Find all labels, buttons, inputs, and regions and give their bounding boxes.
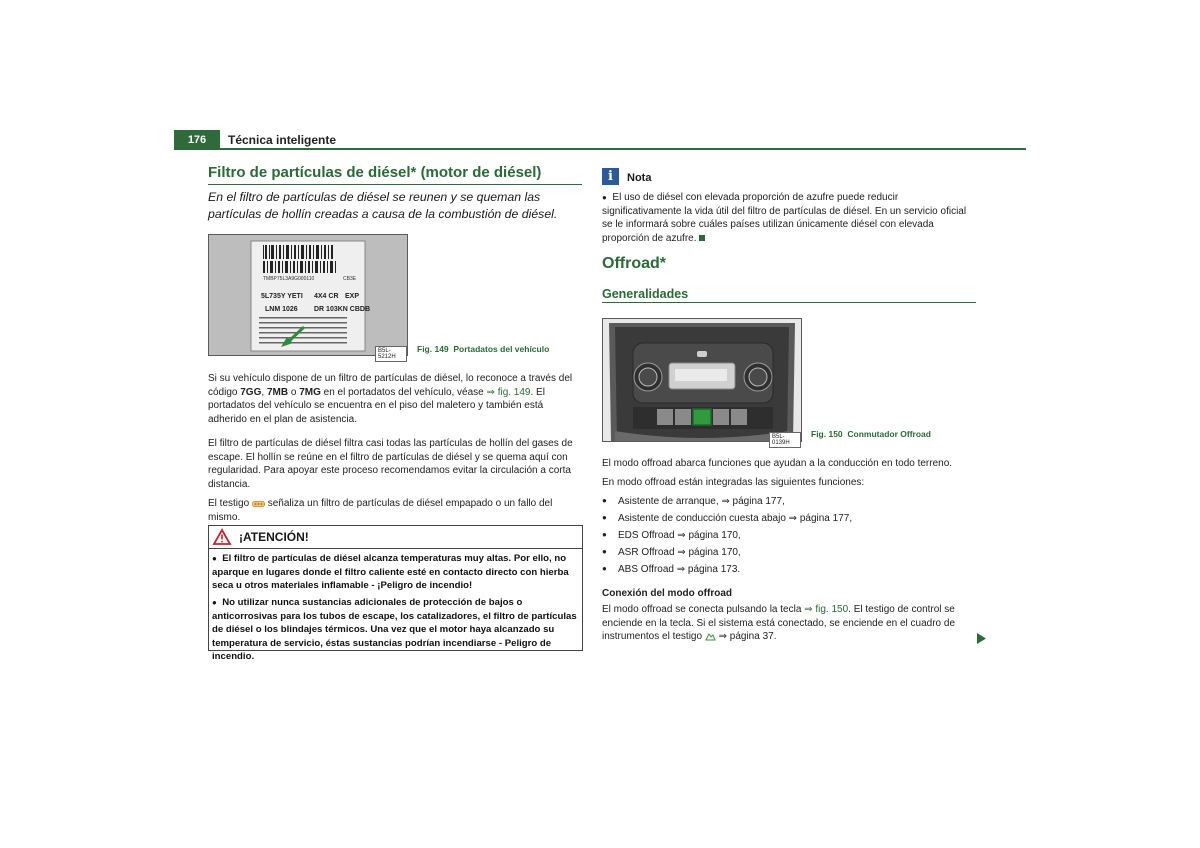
section-rule bbox=[208, 184, 582, 185]
para3r-text-c: ⇒ página 37. bbox=[715, 631, 777, 643]
label-dr: DR 103KN CBDB bbox=[314, 306, 371, 313]
note-title: Nota bbox=[627, 172, 652, 184]
subsection-rule bbox=[602, 302, 976, 303]
figure-150-label: Fig. 150 bbox=[811, 429, 843, 439]
dpf-warning-lamp-icon bbox=[252, 499, 265, 507]
offroad-activation-paragraph bbox=[602, 603, 978, 644]
figure-150 bbox=[602, 318, 802, 446]
label-exp: EXP bbox=[345, 293, 360, 300]
intro-text: En el filtro de partículas de diésel se reunen y se queman las partículas de hollín creadas a causa de la combustión de diésel. bbox=[208, 190, 558, 221]
paragraph-dpf-warning-lamp bbox=[208, 497, 584, 524]
para1-text-a: Si su vehículo dispone de un filtro de partículas de diésel, lo reconoce a través del código bbox=[208, 373, 573, 398]
paragraph-dpf-function: El filtro de partículas de diésel filtra casi todas las partículas de hollín del gases de escape. El hollín se reúne en el filtro de partículas de diésel y se quema aquí con regularidad. Para apoyar este proceso recomendamos evitar la circulación a corta distancia. bbox=[208, 438, 573, 490]
label-drive: 4X4 CR bbox=[314, 293, 339, 300]
list-item: ● EDS Offroad ⇒ página 170, bbox=[602, 530, 978, 547]
note-text: ● El uso de diésel con elevada proporción de azufre puede reducir significativamente la vida útil del filtro de partículas de diésel. En un servicio oficial se le informará sobre cuáles países utilizan únicamente diésel con elevada proporción de azufre. bbox=[602, 192, 967, 244]
code-7mb: 7MB bbox=[266, 386, 289, 398]
figure-150-code: B5L-0139H bbox=[769, 432, 801, 448]
section-title-offroad: Offroad* bbox=[602, 255, 666, 272]
warning-header bbox=[209, 526, 582, 549]
link-fig-149[interactable]: ⇒ fig. 149 bbox=[486, 386, 531, 398]
para3-text-b: señaliza un filtro de partículas de diésel empapado o un fallo del mismo. bbox=[208, 498, 553, 523]
vehicle-data-label-image bbox=[209, 235, 407, 355]
code-7mg: 7MG bbox=[299, 386, 321, 398]
para3r-text-b: . El testigo de control se enciende en la tecla. Si el sistema está conectado, se enciende en el cuadro de instrumentos el testigo bbox=[602, 604, 956, 643]
subheading-offroad-activation: Conexión del modo offroad bbox=[602, 588, 732, 599]
link-fig-150[interactable]: ⇒ fig. 150 bbox=[804, 604, 849, 615]
warning-item-2-text: No utilizar nunca sustancias adicionales de protección de bajos o anticorrosivas para los tubos de escape, los catalizadores, el filtro de partículas de diésel o los blindajes térmicos. Una vez que el motor haya alcanzado su temperatura de servicio, éstas sustancias podrían incendiarse - Peligro de incendio. bbox=[212, 597, 577, 663]
end-square-icon bbox=[699, 235, 705, 241]
figure-150-title: Conmutador Offroad bbox=[847, 429, 931, 439]
info-icon: i bbox=[602, 168, 619, 185]
header-rule bbox=[174, 148, 1026, 150]
label-vin: TMBP75L3A9G000110 bbox=[263, 276, 315, 282]
figure-149-caption bbox=[417, 344, 549, 354]
warning-item-1: ● El filtro de partículas de diésel alcanza temperaturas muy altas. Por ello, no aparque en lugares donde el filtro caliente esté en contacto directo con hierba seca u otros materiales inflamable - ¡Peligro de incendio! bbox=[212, 553, 569, 592]
para1-text-b: en el portadatos del vehículo, véase bbox=[320, 386, 487, 398]
offroad-paragraph-1: El modo offroad abarca funciones que ayudan a la conducción en todo terreno. bbox=[602, 458, 953, 469]
list-item: ● Asistente de conducción cuesta abajo ⇒ página 177, bbox=[602, 513, 978, 530]
warning-box bbox=[208, 525, 583, 663]
label-model: 5L735Y YETI bbox=[261, 293, 303, 300]
figure-150-caption bbox=[811, 429, 931, 439]
warning-triangle-icon bbox=[213, 529, 231, 550]
offroad-functions-list bbox=[602, 496, 978, 581]
section-title-dpf: Filtro de partículas de diésel* (motor de diésel) bbox=[208, 164, 542, 181]
list-item: ● Asistente de arranque, ⇒ página 177, bbox=[602, 496, 978, 513]
continue-arrow-icon[interactable] bbox=[977, 631, 986, 649]
para3r-text-a: El modo offroad se conecta pulsando la tecla bbox=[602, 604, 805, 615]
label-lnm: LNM 1026 bbox=[265, 306, 298, 313]
list-item: ● ASR Offroad ⇒ página 170, bbox=[602, 547, 978, 564]
figure-149-title: Portadatos del vehículo bbox=[453, 344, 550, 354]
label-code: CB3E bbox=[343, 276, 357, 282]
warning-item-2: ● No utilizar nunca sustancias adicionales de protección de bajos o anticorrosivas para los tubos de escape, los catalizadores, el filtro de partículas de diésel o los blindajes térmicos. Una vez que el motor haya alcanzado su temperatura de servicio, éstas sustancias podrían incendiarse - Peligro de incendio. bbox=[212, 597, 577, 663]
offroad-paragraph-2: En modo offroad están integradas las siguientes funciones: bbox=[602, 477, 865, 488]
warning-title: ¡ATENCIÓN! bbox=[239, 530, 309, 544]
page-number: 176 bbox=[174, 130, 220, 150]
list-item: ● ABS Offroad ⇒ página 173. bbox=[602, 564, 978, 581]
note-body: El uso de diésel con elevada proporción de azufre puede reducir significativamente la vida útil del filtro de partículas de diésel. En un servicio oficial se le informará sobre cuáles países utilizan únicamente diésel con elevada proporción de azufre. bbox=[602, 192, 967, 244]
offroad-lamp-icon bbox=[705, 632, 716, 641]
figure-149-code: B5L-5212H bbox=[375, 346, 407, 362]
para1-text-c: . El portadatos del vehículo se encuentra en el piso del maletero y también está adherido en el plan de asistencia. bbox=[208, 386, 545, 425]
code-7gg: 7GG bbox=[240, 386, 262, 398]
offroad-switch-image bbox=[603, 319, 801, 441]
subsection-title-generalidades: Generalidades bbox=[602, 287, 689, 301]
figure-149 bbox=[208, 234, 408, 360]
figure-149-label: Fig. 149 bbox=[417, 344, 449, 354]
para3-text-a: El testigo bbox=[208, 498, 252, 509]
warning-item-1-text: El filtro de partículas de diésel alcanza temperaturas muy altas. Por ello, no aparque en lugares donde el filtro caliente esté en contacto directo con hierba seca u otros materiales inflamable - ¡Peligro de incendio! bbox=[212, 553, 569, 592]
paragraph-dpf-code: Si su vehículo dispone de un filtro de partículas de diésel, lo reconoce a través del código 7GG, 7MB o 7MG en el portadatos del vehículo, véase ⇒ fig. 149. El portadatos del vehículo se encuentra en el piso del maletero y también está adherido en el plan de asistencia. bbox=[208, 373, 573, 425]
running-header: Técnica inteligente bbox=[228, 133, 337, 147]
